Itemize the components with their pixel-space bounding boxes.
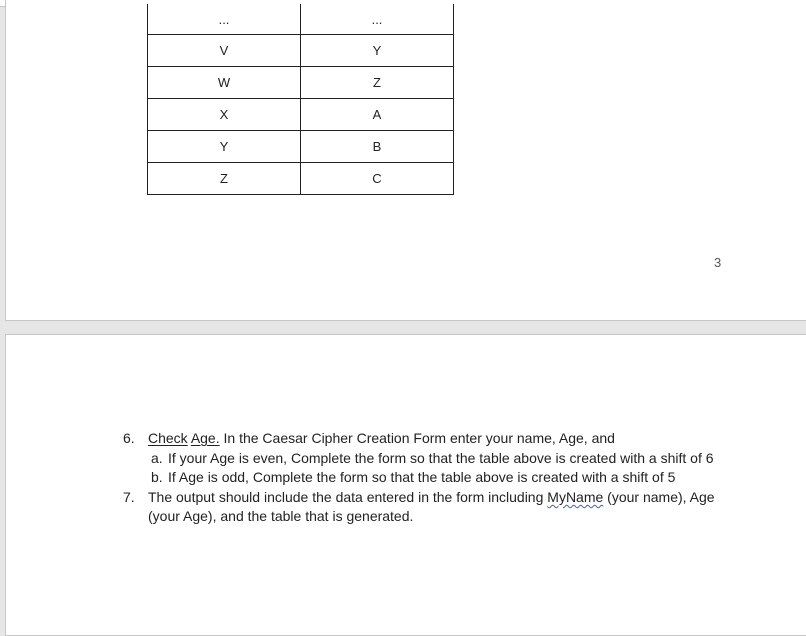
list-letter: a.: [151, 449, 163, 466]
table-row: [148, 67, 454, 99]
table-cell: Z: [148, 163, 301, 195]
table-cell: X: [148, 99, 301, 131]
table-cell: Y: [148, 131, 301, 163]
table-cell: V: [148, 35, 301, 67]
myname-spellcheck-text[interactable]: MyName: [547, 488, 604, 505]
list-subitem-b: [120, 468, 730, 488]
table-row: [148, 99, 454, 131]
item-text: (your name), Age (your Age), and the table that is generated.: [148, 488, 715, 525]
list-number: 6.: [123, 430, 135, 446]
list-letter: b.: [151, 469, 163, 486]
list-item-6: [120, 429, 730, 449]
table-cell: W: [148, 67, 301, 99]
page-number: 3: [714, 255, 722, 270]
table-cell: Y: [301, 35, 454, 67]
list-item-7: [120, 488, 730, 527]
check-text: Check: [148, 430, 188, 446]
table-row: [148, 131, 454, 163]
subitem-text: If Age is odd, Complete the form so that the table above is created with a shift of 5: [168, 469, 676, 486]
table-cell: ...: [148, 4, 301, 35]
cipher-table: [147, 4, 454, 195]
subitem-text: If your Age is even, Complete the form so that the table above is created with a shift of 6: [168, 449, 714, 466]
table-row: [148, 35, 454, 67]
list-subitem-a: [120, 449, 730, 469]
table-cell: A: [301, 99, 454, 131]
instruction-list: [120, 429, 730, 527]
table-cell: C: [301, 163, 454, 195]
age-spellcheck-text[interactable]: Age.: [190, 430, 220, 446]
table-row: [148, 163, 454, 195]
item-text: In the Caesar Cipher Creation Form enter your name, Age, and: [219, 430, 615, 446]
table-cell: ...: [301, 4, 454, 35]
list-number: 7.: [123, 488, 135, 505]
item-text: The output should include the data entered in the form including: [148, 488, 548, 505]
table-cell: B: [301, 131, 454, 163]
table-cell: Z: [301, 67, 454, 99]
table-row: [148, 4, 454, 35]
